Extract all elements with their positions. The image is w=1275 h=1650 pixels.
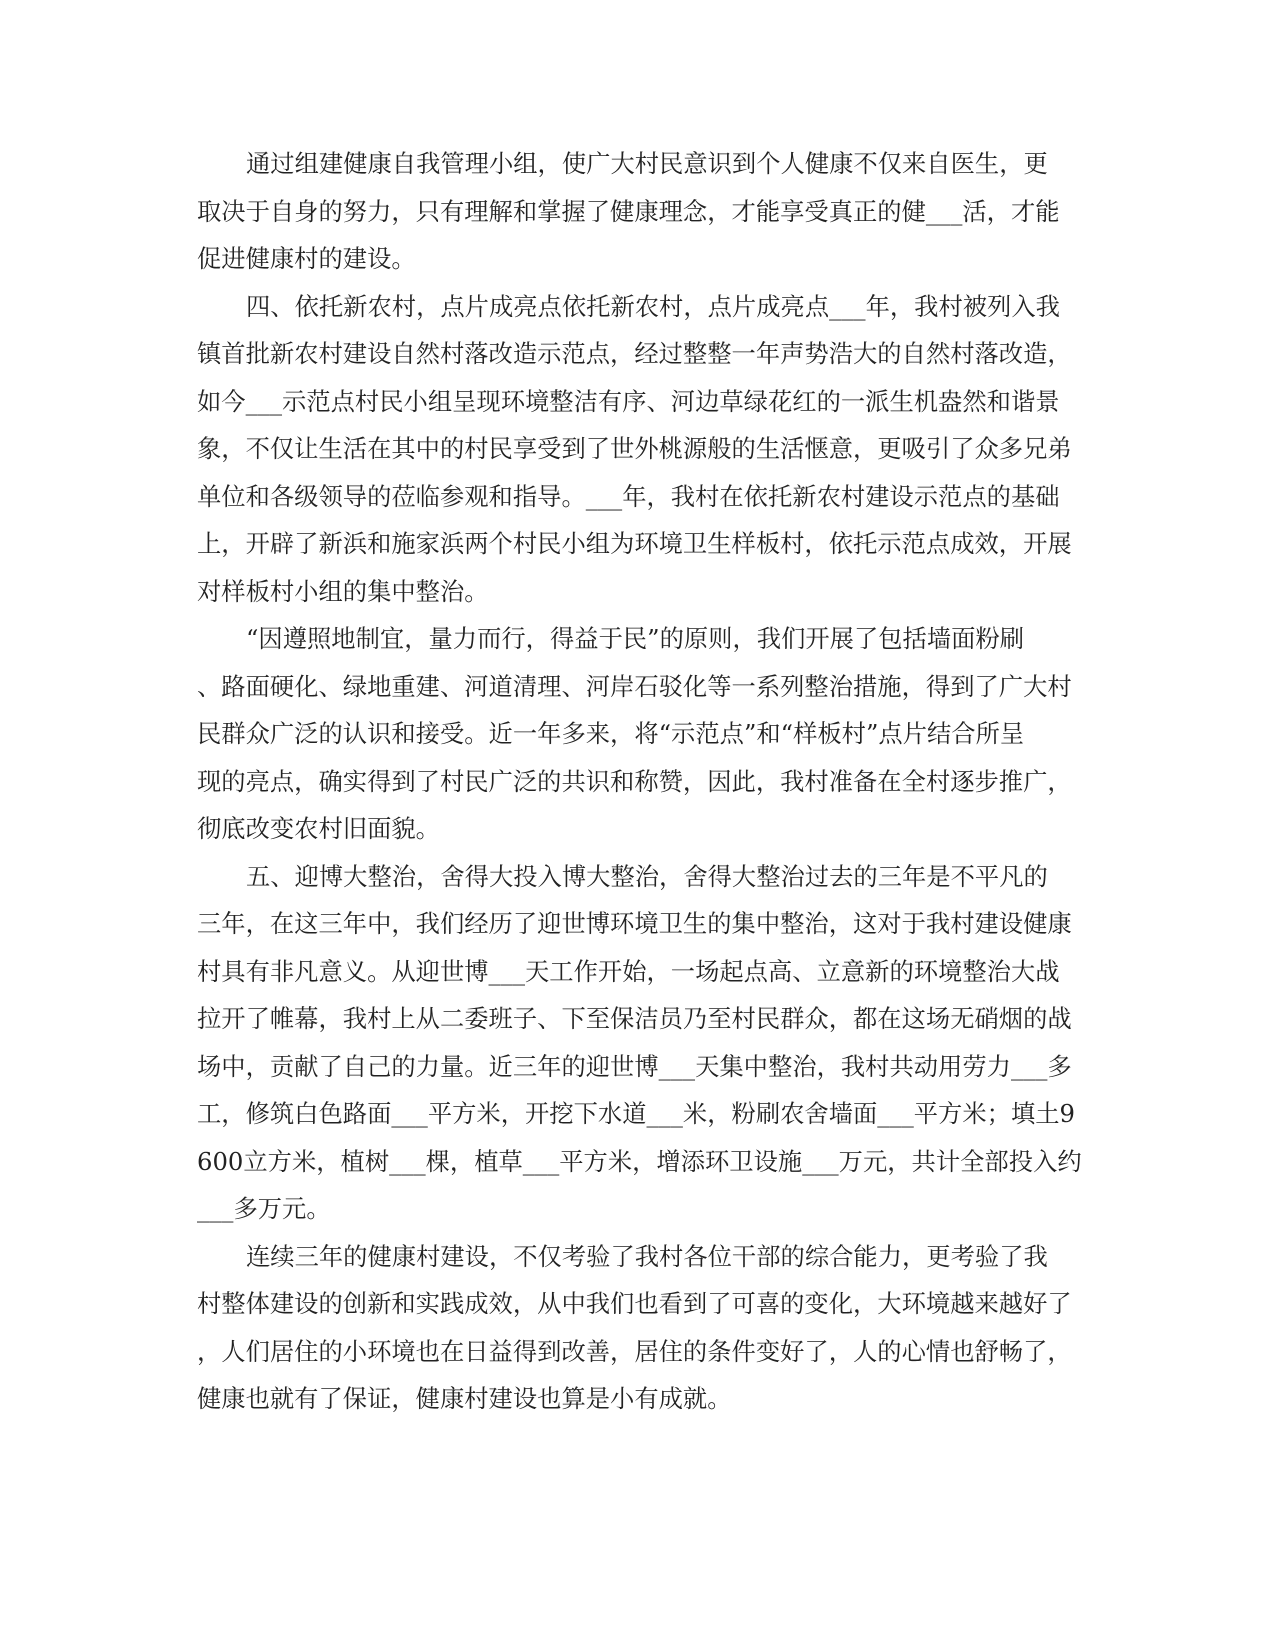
paragraph-1-line-3: 促进健康村的建设。 [197, 244, 416, 273]
paragraph-4-line-6: 工，修筑白色路面___平方米，开挖下水道___米，粉刷农舍墙面___平方米；填土9 [197, 1099, 1075, 1128]
paragraph-5-line-4: 健康也就有了保证，健康村建设也算是小有成就。 [197, 1384, 732, 1413]
paragraph-2-line-4: 象，不仅让生活在其中的村民享受到了世外桃源般的生活惬意，更吸引了众多兄弟 [197, 434, 1072, 463]
paragraph-1-line-2: 取决于自身的努力，只有理解和掌握了健康理念，才能享受真正的健___活，才能 [197, 196, 1060, 226]
paragraph-4-line-8: ___多万元。 [197, 1194, 331, 1223]
paragraph-3-line-1: “因遵照地制宜，量力而行，得益于民”的原则，我们开展了包括墙面粉刷 [246, 624, 1025, 653]
paragraph-4-line-3: 村具有非凡意义。从迎世博___天工作开始，一场起点高、立意新的环境整治大战 [197, 956, 1060, 986]
paragraph-4-line-1: 五、迎博大整治，舍得大投入博大整治，舍得大整治过去的三年是不平凡的 [246, 861, 1048, 891]
paragraph-2-line-7: 对样板村小组的集中整治。 [197, 576, 489, 606]
paragraph-3-line-3: 民群众广泛的认识和接受。近一年多来，将“示范点”和“样板村”点片结合所呈 [197, 719, 1025, 748]
paragraph-5-line-3: ，人们居住的小环境也在日益得到改善，居住的条件变好了，人的心情也舒畅了， [197, 1336, 1072, 1366]
paragraph-2-line-2: 镇首批新农村建设自然村落改造示范点，经过整整一年声势浩大的自然村落改造， [197, 339, 1072, 368]
paragraph-4-line-4: 拉开了帷幕，我村上从二委班子、下至保洁员乃至村民群众，都在这场无硝烟的战 [197, 1004, 1072, 1033]
paragraph-4-line-2: 三年，在这三年中，我们经历了迎世博环境卫生的集中整治，这对于我村建设健康 [197, 909, 1072, 938]
document-body [197, 140, 1082, 1423]
paragraph-4-line-5: 场中，贡献了自己的力量。近三年的迎世博___天集中整治，我村共动用劳力___多 [197, 1051, 1072, 1081]
paragraph-2-line-3: 如今___示范点村民小组呈现环境整洁有序、河边草绿花红的一派生机盎然和谐景 [197, 386, 1060, 416]
paragraph-3-line-4: 现的亮点，确实得到了村民广泛的共识和称赞，因此，我村准备在全村逐步推广， [197, 766, 1072, 796]
paragraph-2-line-6: 上，开辟了新浜和施家浜两个村民小组为环境卫生样板村，依托示范点成效，开展 [197, 529, 1072, 558]
paragraph-3-line-2: 、路面硬化、绿地重建、河道清理、河岸石驳化等一系列整治措施，得到了广大村 [197, 671, 1072, 701]
paragraph-3-line-5: 彻底改变农村旧面貌。 [197, 814, 440, 843]
paragraph-5-line-1: 连续三年的健康村建设，不仅考验了我村各位干部的综合能力，更考验了我 [246, 1241, 1048, 1271]
paragraph-2-line-5: 单位和各级领导的莅临参观和指导。___年，我村在依托新农村建设示范点的基础 [197, 481, 1060, 511]
paragraph-5-line-2: 村整体建设的创新和实践成效，从中我们也看到了可喜的变化，大环境越来越好了 [197, 1289, 1072, 1318]
paragraph-1-line-1: 通过组建健康自我管理小组，使广大村民意识到个人健康不仅来自医生，更 [246, 149, 1048, 178]
paragraph-4-line-7: 600立方米，植树___棵，植草___平方米，增添环卫设施___万元，共计全部投入约 [197, 1146, 1082, 1176]
paragraph-2-line-1: 四、依托新农村，点片成亮点依托新农村，点片成亮点___年，我村被列入我 [246, 291, 1060, 321]
